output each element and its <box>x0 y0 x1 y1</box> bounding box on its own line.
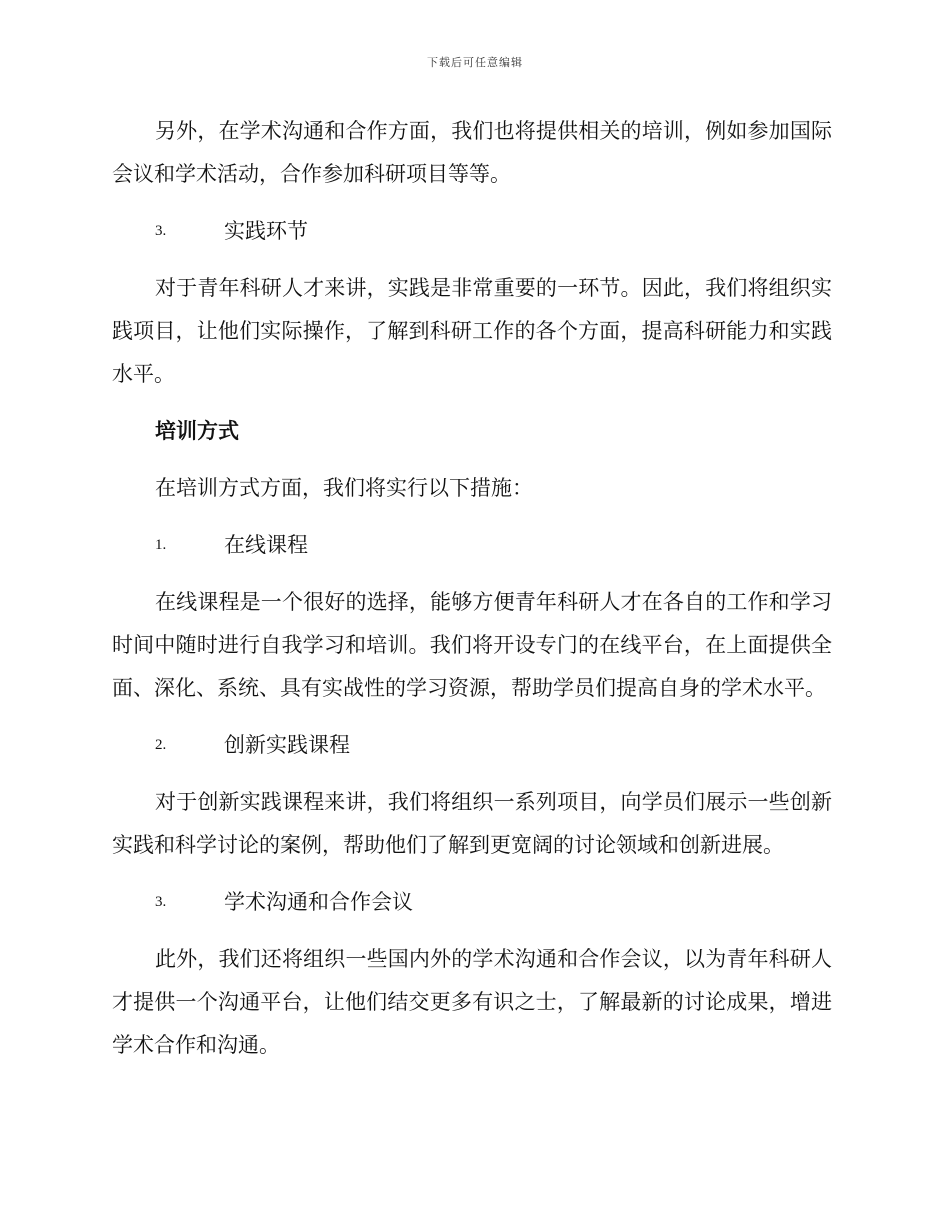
paragraph-academic-conferences: 此外，我们还将组织一些国内外的学术沟通和合作会议，以为青年科研人才提供一个沟通平台，让他们结交更多有识之士，了解最新的讨论成果，增进学术合作和沟通。 <box>112 947 832 1057</box>
list-item-practice <box>112 210 832 253</box>
list-label: 实践环节 <box>224 219 308 243</box>
list-number: 1. <box>155 537 167 553</box>
list-label: 在线课程 <box>224 533 308 557</box>
list-number: 3. <box>155 223 167 239</box>
list-number: 3. <box>155 894 167 910</box>
page-header: 下载后可任意编辑 <box>427 56 523 69</box>
paragraph-online-courses: 在线课程是一个很好的选择，能够方便青年科研人才在各自的工作和学习时间中随时进行自我学习和培训。我们将开设专门的在线平台，在上面提供全面、深化、系统、具有实战性的学习资源，帮助学员们提高自身的学术水平。 <box>112 590 832 700</box>
paragraph-academic-communication: 另外，在学术沟通和合作方面，我们也将提供相关的培训，例如参加国际会议和学术活动，合作参加科研项目等等。 <box>112 119 832 186</box>
list-number: 2. <box>155 737 167 753</box>
list-item-innovation-courses <box>112 724 832 767</box>
paragraph-practice: 对于青年科研人才来讲，实践是非常重要的一环节。因此，我们将组织实践项目，让他们实际操作，了解到科研工作的各个方面，提高科研能力和实践水平。 <box>112 276 832 386</box>
paragraph-innovation-courses: 对于创新实践课程来讲，我们将组织一系列项目，向学员们展示一些创新实践和科学讨论的案例，帮助他们了解到更宽阔的讨论领域和创新进展。 <box>112 790 832 857</box>
list-item-academic-conferences <box>112 881 832 924</box>
list-item-online-courses <box>112 524 832 567</box>
list-label: 创新实践课程 <box>224 733 350 757</box>
document-body <box>112 110 832 1081</box>
paragraph-training-intro: 在培训方式方面，我们将实行以下措施： <box>155 476 533 500</box>
list-label: 学术沟通和合作会议 <box>224 890 413 914</box>
section-heading: 培训方式 <box>155 419 239 443</box>
